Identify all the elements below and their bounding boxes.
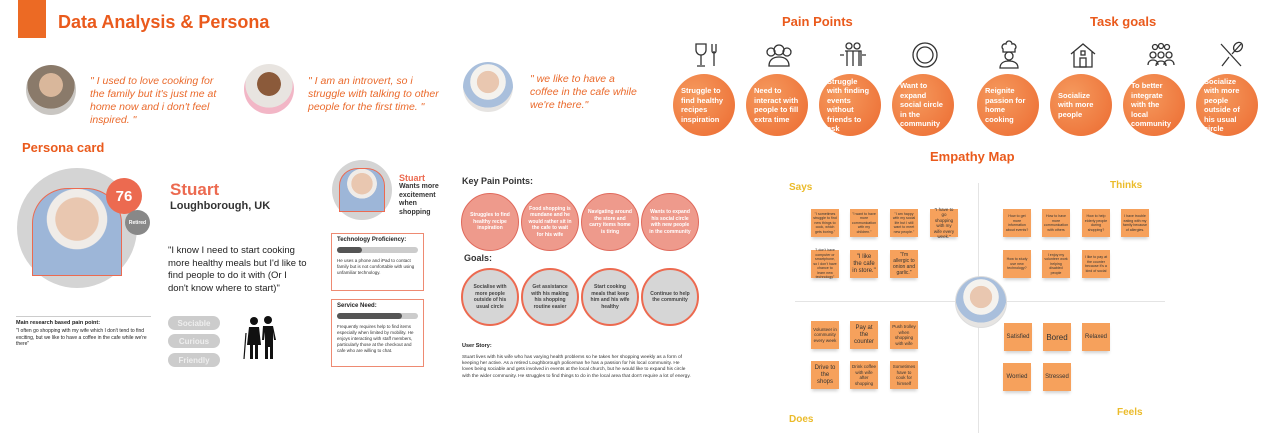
pain-point-title: Main research based pain point: (16, 320, 101, 326)
pain-point-circle: Struggles to find healthy recipe inspiration (461, 193, 519, 251)
persona-location: Loughborough, UK (170, 200, 271, 212)
goals-list (461, 268, 699, 326)
avatar-man (244, 64, 294, 114)
thinks-note: I have trouble eating with my family because of allergies. (1121, 209, 1149, 237)
persona-name: Stuart (170, 180, 220, 199)
tech-proficiency-text: He uses a phone and iPad to contact family but is not comfortable with using unfamiliar technology. (337, 258, 415, 275)
avatar-stuart (463, 62, 513, 112)
pain-point-circle: Navigating around the store and carry items home is tiring (581, 193, 639, 251)
thinks-note: How to help elderly people during shopping? (1082, 209, 1110, 237)
goal-circle: Start cooking meals that keep him and his wife healthy (581, 268, 639, 326)
service-need-box (331, 299, 424, 367)
couple-icon (836, 40, 870, 70)
does-label: Does (789, 414, 814, 425)
wine-fork-icon (690, 40, 724, 70)
does-note: Drink coffee with wife after shopping (850, 361, 878, 389)
pain-point-circle: Food shopping is mundane and he would rather sit in the cafe to wait for his wife (521, 193, 579, 251)
pain-point-item: Need to interact with people to fill extra time (746, 74, 808, 136)
feels-note: Stressed (1043, 363, 1071, 391)
says-note: "I am happy with my social life but I still want to meet new people." (890, 209, 918, 237)
user-story-text: Stuart lives with his wife who has varying health problems so he takes her shopping weekly as a form of keeping her active. As a retired Loughborough policeman he has a passion for his local community. He loves being sociable and gets involved in events at the local church, but he would like to expand his circle with the wider community. He struggles to find things to do in the local area that don't require a lot of energy. (462, 355, 691, 379)
community-icon (1144, 40, 1178, 70)
says-note: "I'm allergic to onion and garlic." (890, 250, 918, 278)
thinks-note: How to get more information about events? (1003, 209, 1031, 237)
pain-points-heading: Pain Points (782, 14, 853, 29)
does-note: Volunteer in community every week (811, 321, 839, 349)
tech-proficiency-box (331, 233, 424, 291)
profile-tagline: Wants more excitement when shopping (399, 183, 439, 216)
title-accent-bar (18, 0, 46, 38)
tech-proficiency-title: Technology Proficiency: (337, 237, 407, 243)
goal-circle: Get assistance with his making his shopping routine easier (521, 268, 579, 326)
trait-tag: Friendly (168, 353, 220, 367)
task-goals-list (977, 74, 1258, 136)
group-icon (762, 40, 796, 70)
feels-note: Bored (1043, 323, 1071, 351)
says-note: "I sometimes struggle to find new things to cook, which gets boring." (811, 209, 839, 237)
says-note: "I like the cafe in store." (850, 250, 878, 278)
quote-1: " I used to love cooking for the family but it's just me at home now and i don't feel inspired. " (90, 75, 217, 126)
page-title: Data Analysis & Persona (58, 12, 270, 32)
profile-name: Stuart (399, 173, 426, 183)
thinks-label: Thinks (1110, 180, 1143, 191)
pain-points-list (673, 74, 954, 136)
says-label: Says (789, 182, 813, 193)
task-goal-item: To better integrate with the local community (1123, 74, 1185, 136)
trait-tag: Sociable (168, 316, 220, 330)
age-badge: 76 (106, 178, 142, 214)
pain-point-text: "I often go shopping with my wife which I don't tend to find exciting, but we like to have a coffee in the cafe while we're there" (16, 328, 147, 347)
goals-title: Goals: (464, 253, 493, 263)
user-story-title: User Story: (462, 343, 492, 349)
utensils-icon (1215, 40, 1249, 70)
pain-point-item: Struggle to find healthy recipes inspiration (673, 74, 735, 136)
thinks-note: How to have more communication with others (1042, 209, 1070, 237)
does-note: Sometimes have to cook for himself (890, 361, 918, 389)
trait-tag: Curious (168, 334, 220, 348)
persona-card-heading: Persona card (22, 140, 105, 155)
does-note: Pay at the counter (850, 321, 878, 349)
pain-point-block (16, 316, 151, 348)
says-note: "I want to have more communication with my children." (850, 209, 878, 237)
house-icon (1066, 40, 1100, 70)
thinks-note: I enjoy my volunteer work helping disabled people (1042, 250, 1070, 278)
persona-quote: "I know I need to start cooking more healthy meals but I'd like to find people to do it with (Or I don't know where to start)" (168, 245, 307, 294)
thinks-note: How to study use new technology? (1003, 250, 1031, 278)
quote-2: " I am an introvert, so i struggle with talking to other people for the first time. " (308, 75, 439, 113)
elderly-couple-icon (240, 315, 282, 365)
service-need-title: Service Need: (337, 303, 377, 309)
status-badge: Retired (125, 210, 150, 235)
avatar-woman (26, 65, 76, 115)
feels-note: Worried (1003, 363, 1031, 391)
says-note: "I have to go shopping with my wife every week." (930, 209, 958, 237)
empathy-avatar (955, 276, 1007, 328)
does-note: Drive to the shops (811, 361, 839, 389)
pain-point-circle: Wants to expand his social circle with new people in the community (641, 193, 699, 251)
service-need-bar (337, 313, 418, 319)
task-goal-item: Reignite passion for home cooking (977, 74, 1039, 136)
task-goal-item: Socialize with more people outside of his usual circle (1196, 74, 1258, 136)
chef-icon (992, 40, 1026, 70)
key-pain-points-title: Key Pain Points: (462, 176, 534, 186)
says-note: "I don't have computer or smartphone, so I don't have chance to learn new technology" (811, 250, 839, 278)
pain-point-item: Struggle with finding events without friends to ask (819, 74, 881, 136)
plate-icon (908, 40, 942, 70)
feels-note: Satisfied (1004, 323, 1032, 351)
service-need-text: Frequently requires help to find items especially when limited by mobility. He enjoys interacting with staff members, particularly those at the checkout and cafe who are willing to chat. (337, 324, 414, 353)
empathy-map-heading: Empathy Map (930, 149, 1015, 164)
profile-photo (332, 160, 392, 220)
task-goals-heading: Task goals (1090, 14, 1157, 29)
key-pain-points-list (461, 193, 699, 251)
goal-circle: Socialise with more people outside of his usual circle (461, 268, 519, 326)
thinks-note: I like to pay at the counter because it's a kind of social (1082, 250, 1110, 278)
quote-3: " we like to have a coffee in the cafe while we're there." (530, 73, 637, 111)
task-goal-item: Socialize with more people (1050, 74, 1112, 136)
tech-proficiency-bar (337, 247, 418, 253)
does-note: Push trolley when shopping with wife (890, 321, 918, 349)
pain-point-item: Want to expand social circle in the community (892, 74, 954, 136)
feels-label: Feels (1117, 407, 1143, 418)
goal-circle: Continue to help the community (641, 268, 699, 326)
feels-note: Relaxed (1082, 323, 1110, 351)
